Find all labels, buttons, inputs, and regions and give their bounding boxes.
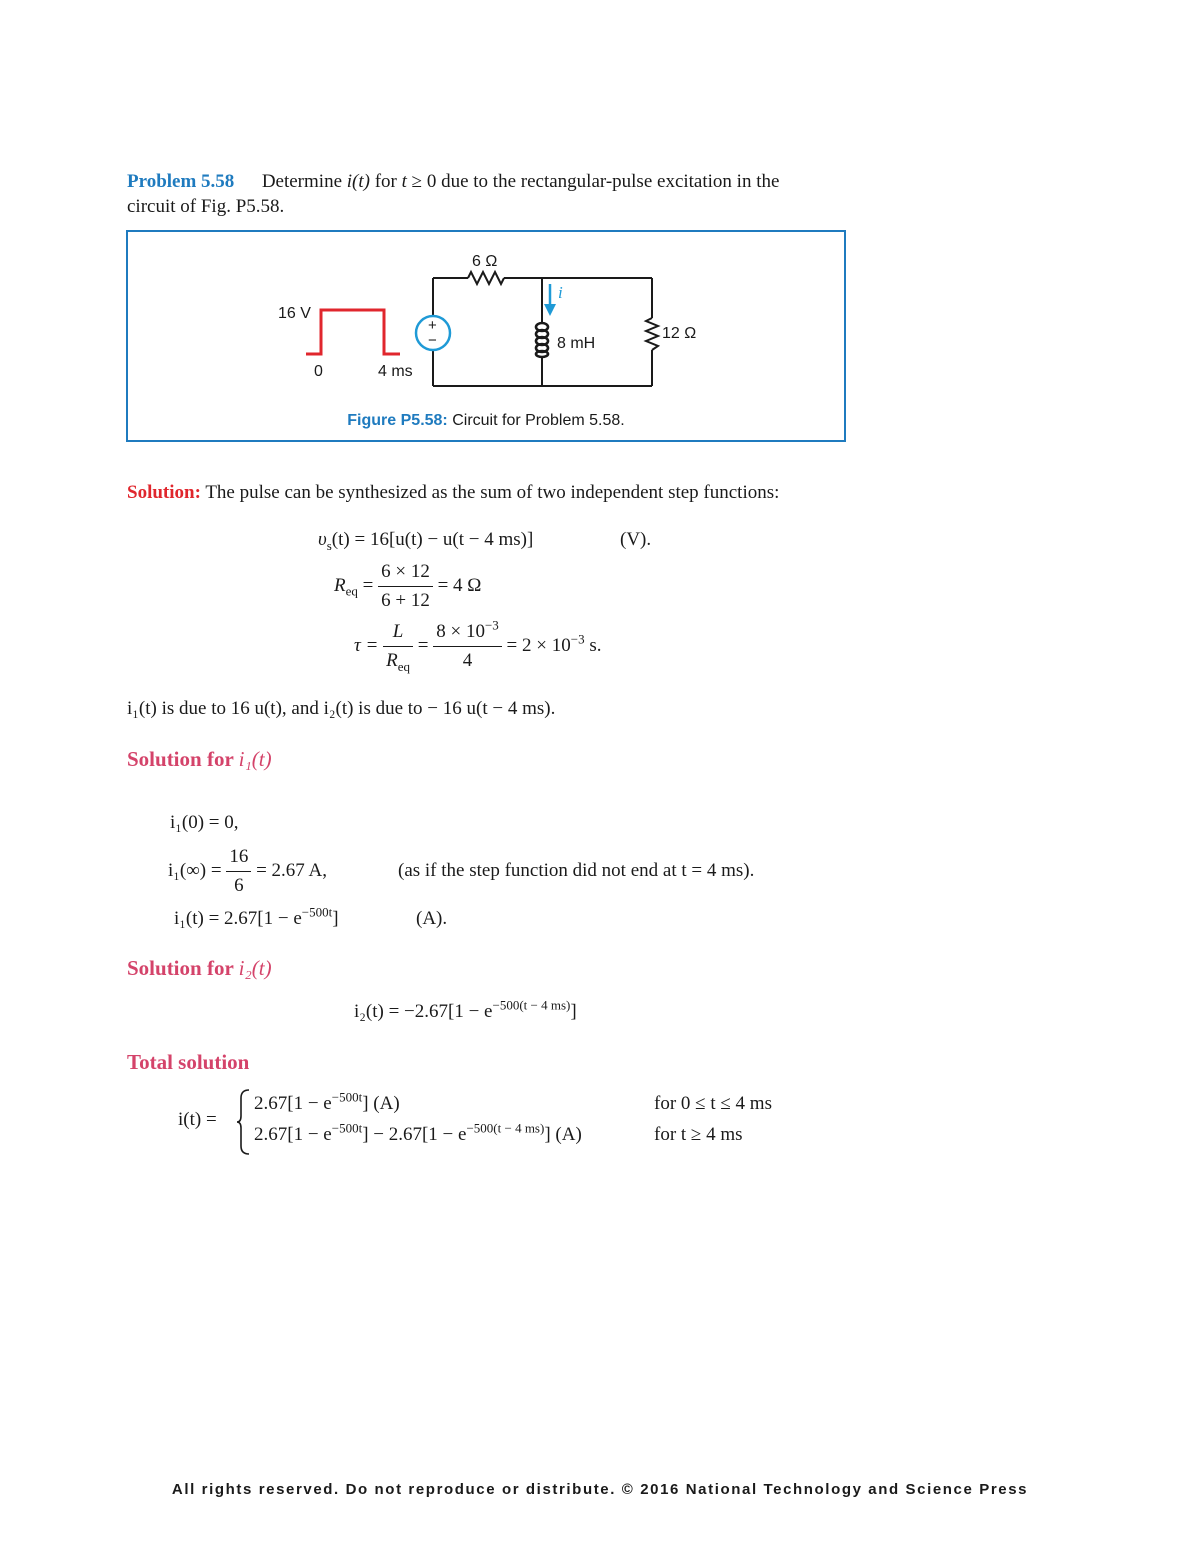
equation-i1-note: (as if the step function did not end at t = 4 ms). [398,860,755,881]
pulse-amplitude-label: 16 V [278,305,311,322]
problem-label: Problem 5.58 [127,171,235,192]
eq-i1-t-close: ] [332,908,339,929]
eq-i2-t-sup: −500(t − 4 ms) [492,997,571,1013]
equation-vs [318,528,533,552]
problem-var-t: t [401,171,407,192]
equation-i1-infinity [168,845,327,898]
source-minus-sign: − [428,332,437,349]
problem-text-2: for [369,171,402,192]
equation-vs-unit: (V). [620,529,652,550]
eq-req-fraction [378,560,433,613]
solution-intro [127,481,779,505]
total-case1-sup: −500t [331,1089,363,1105]
total-case-1 [254,1089,400,1116]
figure-caption [128,412,844,430]
resistor-12-ohm [646,318,658,350]
eq-tau-denominator-1: R [386,650,398,671]
total-case2-close: ] (A) [544,1124,582,1145]
heading-solution-i1 [127,747,272,772]
circuit-diagram [128,232,844,440]
resistor-right-label: 12 Ω [662,325,697,342]
equation-i2-t [354,997,577,1024]
eq-req-symbol: R [334,574,346,596]
pulse-waveform [306,310,400,354]
eq-tau-equals: = [413,634,434,656]
eq-i1-inf-lhs: i₁(∞) = [168,859,227,881]
eq-i1-inf-numerator: 16 [226,845,251,872]
eq-i1-inf-fraction [226,845,251,898]
eq-tau-denominator-sub: eq [397,658,411,674]
total-case-1-condition: for 0 ≤ t ≤ 4 ms [654,1093,772,1114]
problem-var-i: i(t) [346,171,370,192]
inductor-label: 8 mH [557,335,596,352]
eq-tau-numerator-2: 8 × 10 [436,621,485,642]
problem-text-3: ≥ 0 due to the rectangular-pulse excitation in the [406,171,780,192]
equation-tau [354,617,602,674]
equation-i1-t [174,904,339,931]
resistor-6-ohm [468,272,504,284]
equation-req [334,560,481,613]
total-brace [236,1088,252,1156]
eq-tau-numerator-1: L [383,620,413,647]
total-case2-sup2: −500(t − 4 ms) [466,1120,545,1136]
heading-i1-text: Solution for [127,747,239,771]
eq-req-equals: = [357,574,379,596]
problem-statement [127,170,779,194]
inductor-coil [536,323,548,357]
solution-intro-text: The pulse can be synthesized as the sum of two independent step functions: [200,482,780,503]
total-case2-sup: −500t [331,1120,363,1136]
eq-tau-denominator-2: 4 [462,650,473,671]
footer-copyright: All rights reserved. Do not reproduce or distribute. © 2016 National Technology and Science Press [171,1481,1029,1498]
eq-req-denominator: 6 + 12 [381,590,430,611]
problem-statement-line2: circuit of Fig. P5.58. [127,196,285,217]
equation-i1-unit: (A). [416,908,448,929]
eq-tau-numerator-sup: −3 [484,617,499,633]
eq-tau-result-sup: −3 [570,631,585,647]
eq-i2-t-close: ] [570,1001,577,1022]
eq-vs-subscript: s [326,537,332,553]
total-case-2 [254,1120,582,1147]
total-case1-close: ] (A) [362,1093,400,1114]
figure-caption-label: Figure P5.58: [347,412,448,429]
pulse-start-label: 0 [314,363,323,380]
eq-tau-unit: s. [584,634,602,656]
heading-i2-var: i₂(t) [238,956,272,980]
eq-req-subscript: eq [345,583,358,599]
solution-label: Solution: [127,482,201,503]
source-plus-sign: + [428,317,437,334]
eq-req-result: = 4 Ω [432,574,482,596]
eq-req-numerator: 6 × 12 [378,560,433,587]
heading-solution-i2 [127,956,272,981]
heading-i2-text: Solution for [127,956,239,980]
eq-tau-result: = 2 × 10 [501,634,571,656]
line-i1-i2: i₁(t) is due to 16 u(t), and i₂(t) is due to − 16 u(t − 4 ms). [127,698,556,719]
problem-text-1: Determine [261,171,347,192]
heading-total-solution: Total solution [127,1050,250,1074]
eq-tau-symbol: τ = [354,634,384,656]
eq-tau-fraction-1 [383,620,413,673]
resistor-top-label: 6 Ω [472,253,498,270]
eq-tau-fraction-2 [433,617,502,673]
pulse-end-label: 4 ms [378,363,413,380]
eq-i1-t-main: i₁(t) = 2.67[1 − e [174,908,302,929]
eq-i2-t-main: i₂(t) = −2.67[1 − e [354,1001,493,1022]
heading-i1-var: i₁(t) [238,747,272,771]
total-case-2-condition: for t ≥ 4 ms [654,1124,743,1145]
equation-i1-zero: i₁(0) = 0, [170,812,239,833]
eq-i1-inf-result: = 2.67 A, [251,859,327,881]
eq-i1-inf-denominator: 6 [234,875,244,896]
eq-i1-t-sup: −500t [301,904,333,920]
current-label: i [558,283,563,302]
eq-vs-rhs: (t) = 16[u(t) − u(t − 4 ms)] [331,529,534,550]
total-case2-main: 2.67[1 − e [254,1124,332,1145]
total-lhs: i(t) = [178,1109,217,1130]
current-arrow-head [544,304,556,316]
total-case2-mid: ] − 2.67[1 − e [362,1124,467,1145]
eq-vs-symbol: υ [318,529,327,550]
total-case1-main: 2.67[1 − e [254,1093,332,1114]
figure-caption-text: Circuit for Problem 5.58. [447,412,625,429]
figure-box [126,230,846,442]
